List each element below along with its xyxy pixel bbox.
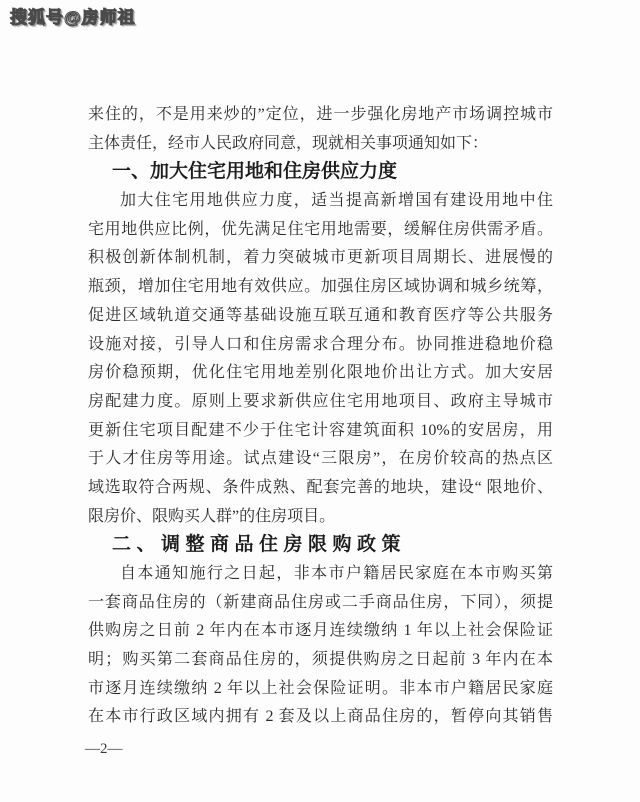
- text-line: 积极创新体制机制，着力突破城市更新项目周期长、进展慢的: [88, 249, 553, 267]
- text-line: 域选取符合两规、条件成熟、配套完善的地块，建设“ 限地价、: [88, 478, 553, 496]
- page-number: —2—: [85, 741, 123, 757]
- text-line: 瓶颈，增加住宅用地有效供应。加强住房区域协调和城乡统筹，: [88, 278, 553, 296]
- text-line: 来住的，不是用来炒的”定位，进一步强化房地产市场调控城市: [88, 106, 553, 123]
- text-line: 宅用地供应比例，优先满足住宅用地需要，缓解住房供需矛盾。: [88, 220, 553, 238]
- text-line: 市逐月连续缴纳 2 年以上社会保险证明。非本市户籍居民家庭: [88, 679, 553, 697]
- text-line: 设施对接，引导人口和住房需求合理分布。协同推进稳地价稳: [88, 335, 553, 353]
- text-line: 自本通知施行之日起，非本市户籍居民家庭在本市购买第: [120, 565, 553, 582]
- text-line: 房价稳预期，优化住宅用地差别化限地价出让方式。加大安居: [88, 364, 553, 382]
- section-heading: 一、加大住宅用地和住房供应力度: [112, 161, 398, 183]
- text-line: 于人才住房等用途。试点建设“三限房”，在房价较高的热点区: [88, 450, 553, 468]
- text-line: 明；购买第二套商品住房的，须提供购房之日起前 3 年内在本: [88, 651, 553, 669]
- text-line: 一套商品住房的（新建商品住房或二手商品住房，下同），须提: [88, 593, 553, 611]
- text-line: 供购房之日前 2 年内在本市逐月连续缴纳 1 年以上社会保险证: [88, 622, 553, 640]
- text-line: 主体责任，经市人民政府同意，现就相关事项通知如下：: [88, 134, 489, 152]
- section-heading: 二、调整商品住房限购政策: [112, 534, 407, 556]
- watermark-text: 搜狐号@房师祖: [10, 8, 136, 27]
- text-line: 更新住宅项目配建不少于住宅计容建筑面积 10%的安居房，用: [88, 421, 553, 439]
- text-line: 在本市行政区域内拥有 2 套及以上商品住房的，暂停向其销售: [88, 708, 553, 726]
- text-line: 加大住宅用地供应力度，适当提高新增国有建设用地中住: [120, 192, 553, 210]
- text-line: 房配建力度。原则上要求新供应住宅用地项目、政府主导城市: [88, 392, 553, 410]
- document-body: [88, 101, 553, 732]
- text-line: 限房价、限购买人群”的住房项目。: [88, 507, 336, 525]
- text-line: 促进区域轨道交通等基础设施互联互通和教育医疗等公共服务: [88, 306, 553, 324]
